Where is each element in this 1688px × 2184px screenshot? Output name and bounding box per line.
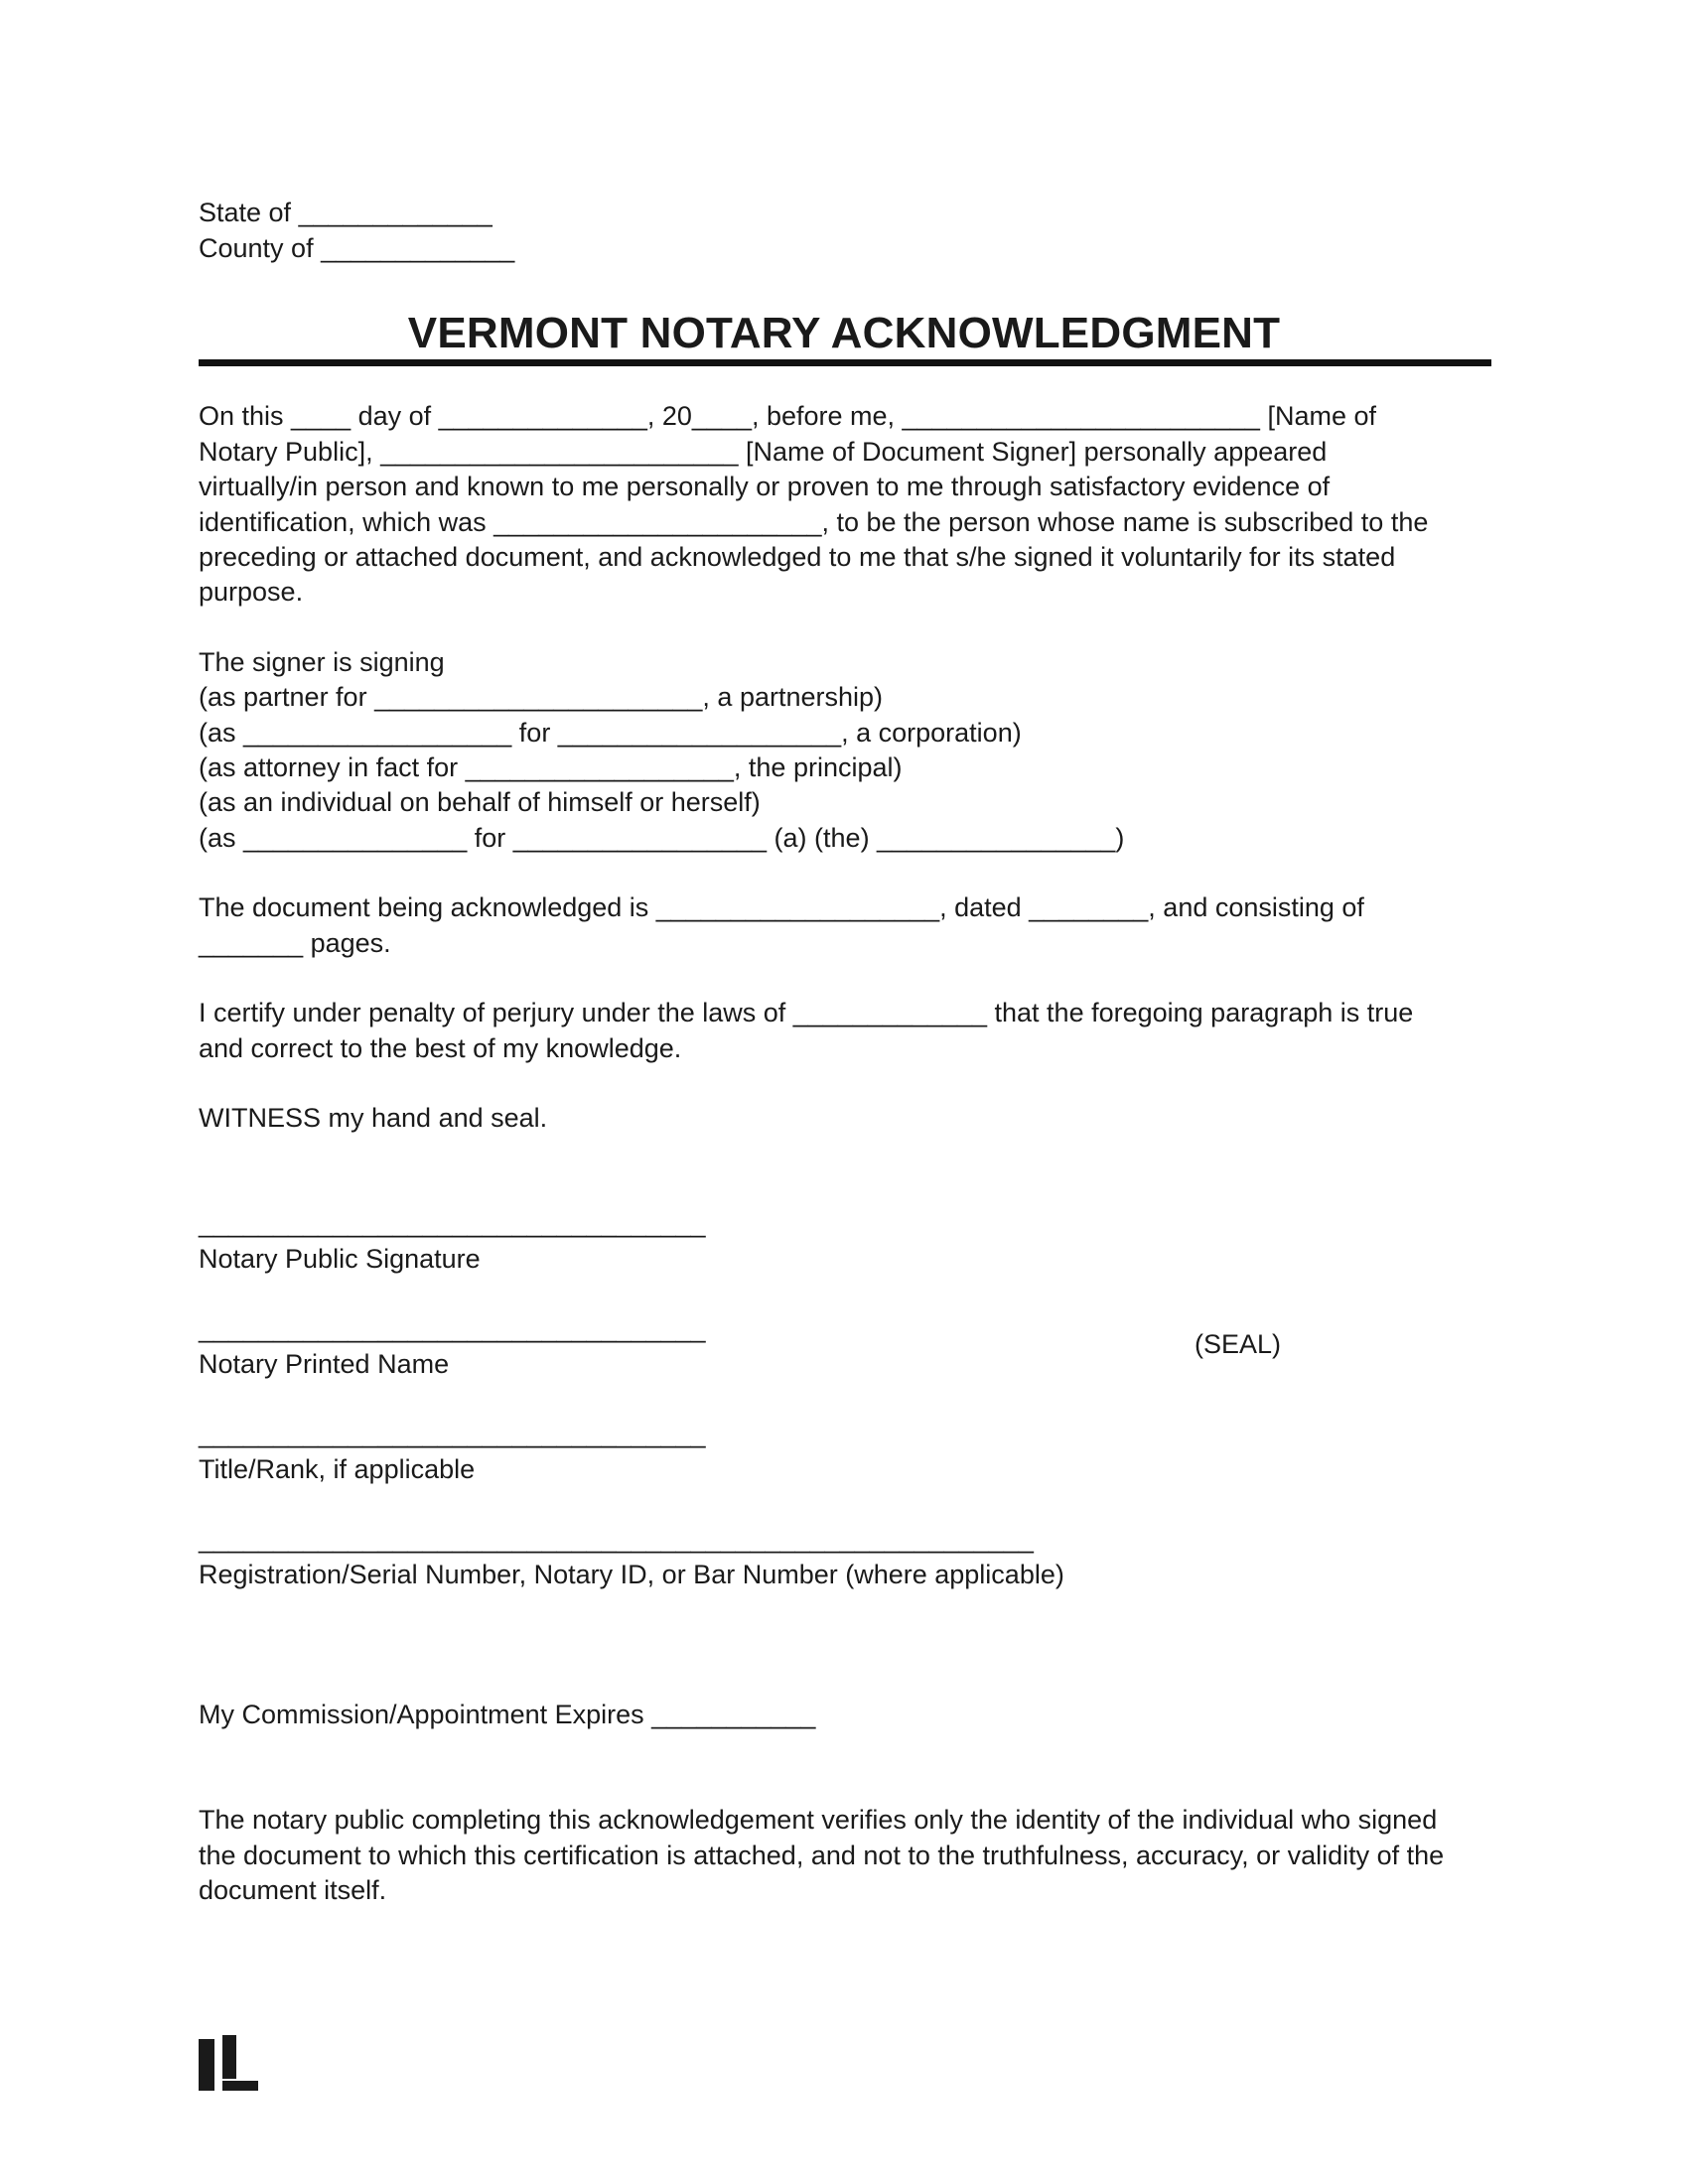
signature-line: __________________________________ xyxy=(199,1208,706,1238)
capacity-option-attorney: (as attorney in fact for __________________, the principal) xyxy=(199,752,903,782)
intro-line-1: On this ____ day of ______________, 20____, before me, ________________________ [Name of xyxy=(199,401,1376,431)
title-rank-label: Title/Rank, if applicable xyxy=(199,1454,476,1484)
document-line-2: _______ pages. xyxy=(199,928,391,958)
intro-line-2: Notary Public], ________________________ [Name of Document Signer] personally appeared xyxy=(199,437,1328,467)
witness-line: WITNESS my hand and seal. xyxy=(199,1103,548,1133)
page-title: VERMONT NOTARY ACKNOWLEDGMENT xyxy=(407,309,1281,357)
title-rule xyxy=(199,359,1491,366)
county-line: County of _____________ xyxy=(199,233,515,263)
document-logo-icon xyxy=(199,2035,258,2095)
printed-name-line: __________________________________ xyxy=(199,1313,706,1343)
seal-label: (SEAL) xyxy=(1195,1329,1282,1359)
certify-line-1: I certify under penalty of perjury under the laws of _____________ that the foregoing paragraph is true xyxy=(199,998,1414,1027)
intro-line-3: virtually/in person and known to me personally or proven to me through satisfactory evidence of xyxy=(199,472,1331,501)
document-line-1: The document being acknowledged is ___________________, dated ________, and consisting of xyxy=(199,892,1364,922)
state-line: State of _____________ xyxy=(199,198,492,227)
capacity-heading: The signer is signing xyxy=(199,647,445,677)
capacity-option-other: (as _______________ for _________________ (a) (the) ________________) xyxy=(199,823,1125,853)
capacity-option-partner: (as partner for ______________________, a partnership) xyxy=(199,682,884,712)
intro-line-6: purpose. xyxy=(199,577,304,607)
disclaimer-line-2: the document to which this certification is attached, and not to the truthfulness, accuracy, or validity of the xyxy=(199,1841,1445,1870)
title-rank-line: __________________________________ xyxy=(199,1419,706,1448)
registration-label: Registration/Serial Number, Notary ID, or Bar Number (where applicable) xyxy=(199,1560,1064,1589)
registration-line: ________________________________________________________ xyxy=(199,1524,1034,1554)
signature-label: Notary Public Signature xyxy=(199,1244,481,1274)
capacity-option-individual: (as an individual on behalf of himself or herself) xyxy=(199,787,761,817)
printed-name-label: Notary Printed Name xyxy=(199,1349,450,1379)
disclaimer-line-1: The notary public completing this acknowledgement verifies only the identity of the individual who signed xyxy=(199,1805,1438,1835)
intro-line-4: identification, which was ______________________, to be the person whose name is subscribed to the xyxy=(199,507,1429,537)
disclaimer-line-3: document itself. xyxy=(199,1875,387,1905)
certify-line-2: and correct to the best of my knowledge. xyxy=(199,1033,682,1063)
capacity-option-corporation: (as __________________ for ___________________, a corporation) xyxy=(199,718,1022,748)
intro-line-5: preceding or attached document, and acknowledged to me that s/he signed it voluntarily for its stated xyxy=(199,542,1396,572)
commission-line: My Commission/Appointment Expires ___________ xyxy=(199,1700,816,1729)
